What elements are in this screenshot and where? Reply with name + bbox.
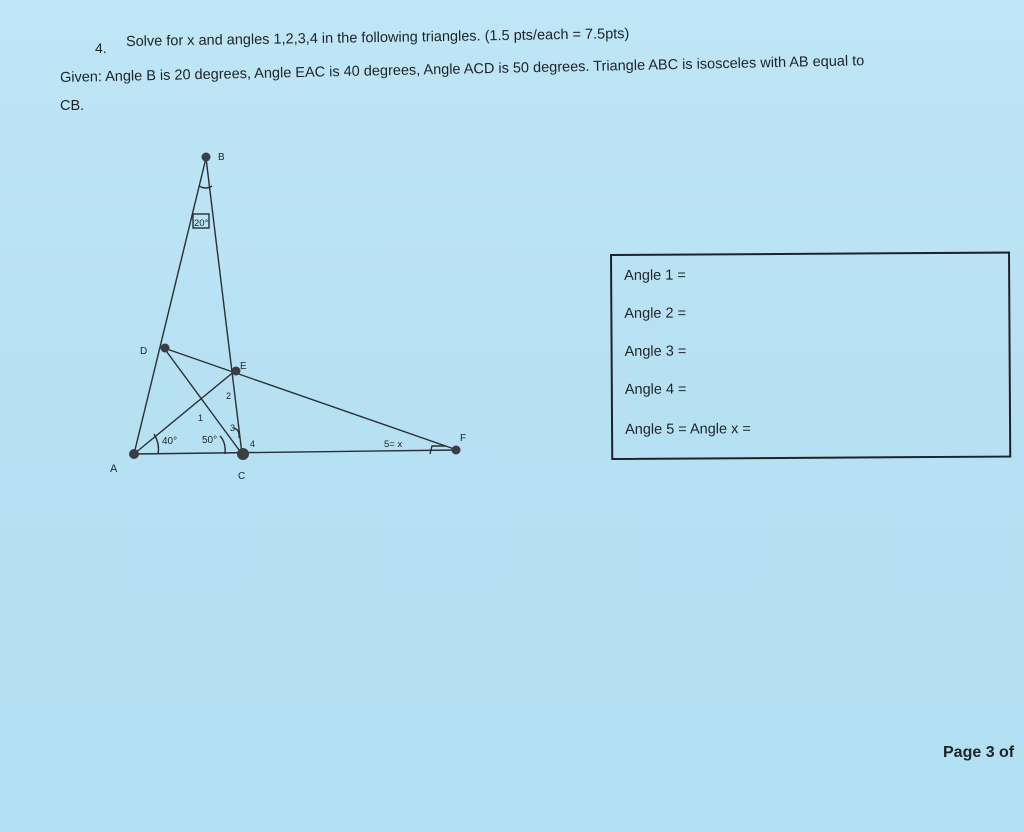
answer-angle-4: Angle 4 = [624,381,687,398]
question-number: 4. [95,40,107,56]
angle-label-4: 4 [250,439,256,449]
angle-label-50: 50° [202,435,218,446]
segment-BC [206,158,242,454]
point-F-dot [452,446,461,455]
angle-label-5x: 5= x [384,439,403,450]
label-B: B [218,152,225,163]
segment-AB [134,158,206,454]
angle-c-arc [220,436,225,454]
page-number: Page 3 of [943,744,1015,761]
angle-label-2: 2 [226,391,232,401]
label-C: C [238,471,246,482]
label-F: F [460,433,467,444]
answer-angle-5-x: Angle 5 = Angle x = [625,421,751,438]
label-A: A [110,463,118,475]
angle-label-20: 20° [194,218,209,229]
angle-label-40: 40° [162,436,178,447]
given-statement-line1: Given: Angle B is 20 degrees, Angle EAC is 40 degrees, Angle ACD is 50 degrees. Triangle ABC is isosceles with AB equal to [59,53,865,86]
point-B-dot [202,153,211,162]
point-A-dot [129,449,139,459]
answer-angle-2: Angle 2 = [624,305,687,322]
segment-AF [134,450,457,454]
answer-box [610,252,1011,460]
point-D-dot [161,344,170,353]
given-statement-line2: CB. [60,98,85,114]
answer-angle-1: Angle 1 = [624,267,686,284]
point-C-dot [237,448,249,460]
label-E: E [240,361,247,372]
segment-AE [134,370,236,454]
angle-label-3: 3 [230,423,236,433]
label-D: D [140,346,148,357]
angle-label-1: 1 [198,413,204,423]
question-text: Solve for x and angles 1,2,3,4 in the following triangles. (1.5 pts/each = 7.5pts) [125,26,630,50]
answer-angle-3: Angle 3 = [624,343,687,360]
